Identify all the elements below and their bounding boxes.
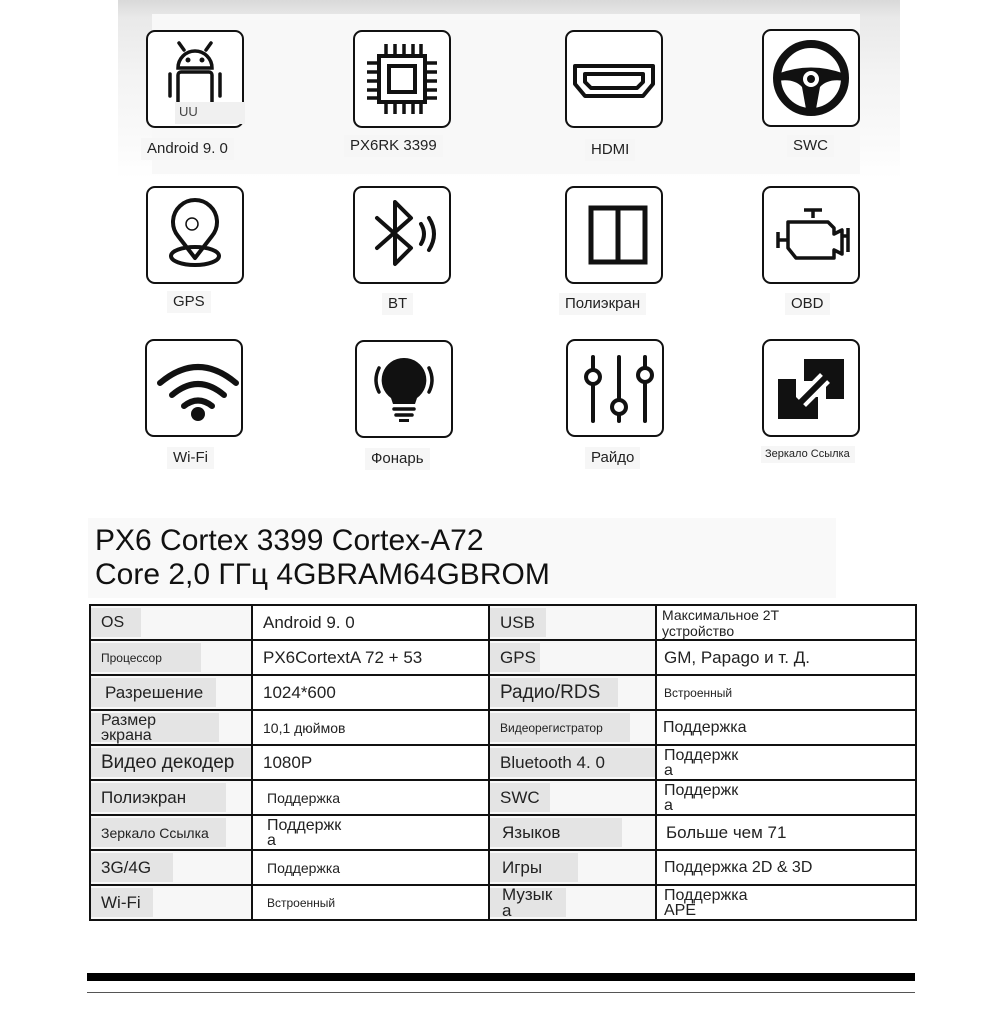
spec-key: GPS <box>489 640 656 675</box>
spec-key: Игры <box>489 850 656 885</box>
spec-key: Радио/RDS <box>489 675 656 710</box>
spec-key: Языков <box>489 815 656 850</box>
spec-key: Видео декодер <box>90 745 252 780</box>
spec-value: Поддержка APE <box>656 885 916 920</box>
spec-key: Процессор <box>90 640 252 675</box>
table-row <box>90 605 916 640</box>
table-row <box>90 640 916 675</box>
feature-label-multiscreen: Полиэкран <box>559 293 646 315</box>
spec-key: Видеорегистратор <box>489 710 656 745</box>
spec-value: 10,1 дюймов <box>252 710 489 745</box>
spec-key: Разрешение <box>90 675 252 710</box>
feature-tile-bt <box>353 186 451 284</box>
feature-tile-processor <box>353 30 451 128</box>
feature-tile-gps <box>146 186 244 284</box>
feature-tile-multiscreen <box>565 186 663 284</box>
spec-value: Максимальное 2T устройство <box>656 605 916 640</box>
spec-key: Размер экрана <box>90 710 252 745</box>
engine-icon <box>764 188 858 282</box>
hdmi-icon <box>567 32 661 126</box>
spec-value: Поддержка <box>252 780 489 815</box>
table-row <box>90 710 916 745</box>
spec-value: Поддержк а <box>252 815 489 850</box>
spec-table <box>89 604 917 921</box>
feature-label-light: Фонарь <box>365 448 430 470</box>
feature-tile-wifi <box>145 339 243 437</box>
spec-value: Встроенный <box>656 675 916 710</box>
spec-key: Музык а <box>489 885 656 920</box>
spec-title-line-2: Core 2,0 ГГц 4GBRAM64GBROM <box>95 558 550 591</box>
feature-tile-radio <box>566 339 664 437</box>
spec-value: Android 9. 0 <box>252 605 489 640</box>
feature-tile-obd <box>762 186 860 284</box>
header-inner-panel <box>152 14 860 174</box>
light-bulb-icon <box>357 342 451 436</box>
spec-key: Зеркало Ссылка <box>90 815 252 850</box>
divider-thin <box>87 992 915 993</box>
feature-label-hdmi: HDMI <box>585 139 635 161</box>
table-row <box>90 850 916 885</box>
spec-key: Bluetooth 4. 0 <box>489 745 656 780</box>
equalizer-icon <box>568 341 662 435</box>
feature-label-gps: GPS <box>167 291 211 313</box>
spec-value: Встроенный <box>252 885 489 920</box>
table-row <box>90 885 916 920</box>
feature-tile-light <box>355 340 453 438</box>
divider-thick <box>87 973 915 981</box>
spec-value: Поддержка <box>252 850 489 885</box>
spec-value: Поддержка <box>656 710 916 745</box>
feature-label-processor: PX6RK 3399 <box>344 135 443 157</box>
spec-value: Поддержк а <box>656 780 916 815</box>
mirror-link-icon <box>764 341 858 435</box>
feature-label-android: Android 9. 0 <box>141 138 234 160</box>
spec-key: OS <box>90 605 252 640</box>
spec-key: USB <box>489 605 656 640</box>
feature-label-swc: SWC <box>787 135 834 157</box>
spec-value: GM, Papago и т. Д. <box>656 640 916 675</box>
table-row <box>90 675 916 710</box>
spec-value: Поддержка 2D & 3D <box>656 850 916 885</box>
feature-tile-hdmi <box>565 30 663 128</box>
spec-value: Поддержк а <box>656 745 916 780</box>
table-row <box>90 745 916 780</box>
spec-key: SWC <box>489 780 656 815</box>
bluetooth-icon <box>355 188 449 282</box>
feature-label-obd: OBD <box>785 293 830 315</box>
spec-key: Полиэкран <box>90 780 252 815</box>
split-screen-icon <box>567 188 661 282</box>
feature-label-mirror-link: Зеркало Ссылка <box>761 446 855 463</box>
spec-value: Больше чем 71 <box>656 815 916 850</box>
spec-key: 3G/4G <box>90 850 252 885</box>
chip-icon <box>355 32 449 126</box>
android-sub-label: UU <box>175 102 245 124</box>
spec-title-line-1: PX6 Cortex 3399 Cortex-A72 <box>95 524 484 557</box>
spec-value: PX6CortextA 72 + 53 <box>252 640 489 675</box>
feature-tile-swc <box>762 29 860 127</box>
spec-key: Wi-Fi <box>90 885 252 920</box>
location-pin-icon <box>148 188 242 282</box>
table-row <box>90 815 916 850</box>
wifi-icon <box>147 341 241 435</box>
spec-value: 1024*600 <box>252 675 489 710</box>
spec-value: 1080P <box>252 745 489 780</box>
feature-label-wifi: Wi-Fi <box>167 447 214 469</box>
feature-label-bt: BT <box>382 293 413 315</box>
feature-label-radio: Райдо <box>585 447 640 469</box>
steering-wheel-icon <box>764 31 858 125</box>
table-row <box>90 780 916 815</box>
feature-tile-mirror-link <box>762 339 860 437</box>
